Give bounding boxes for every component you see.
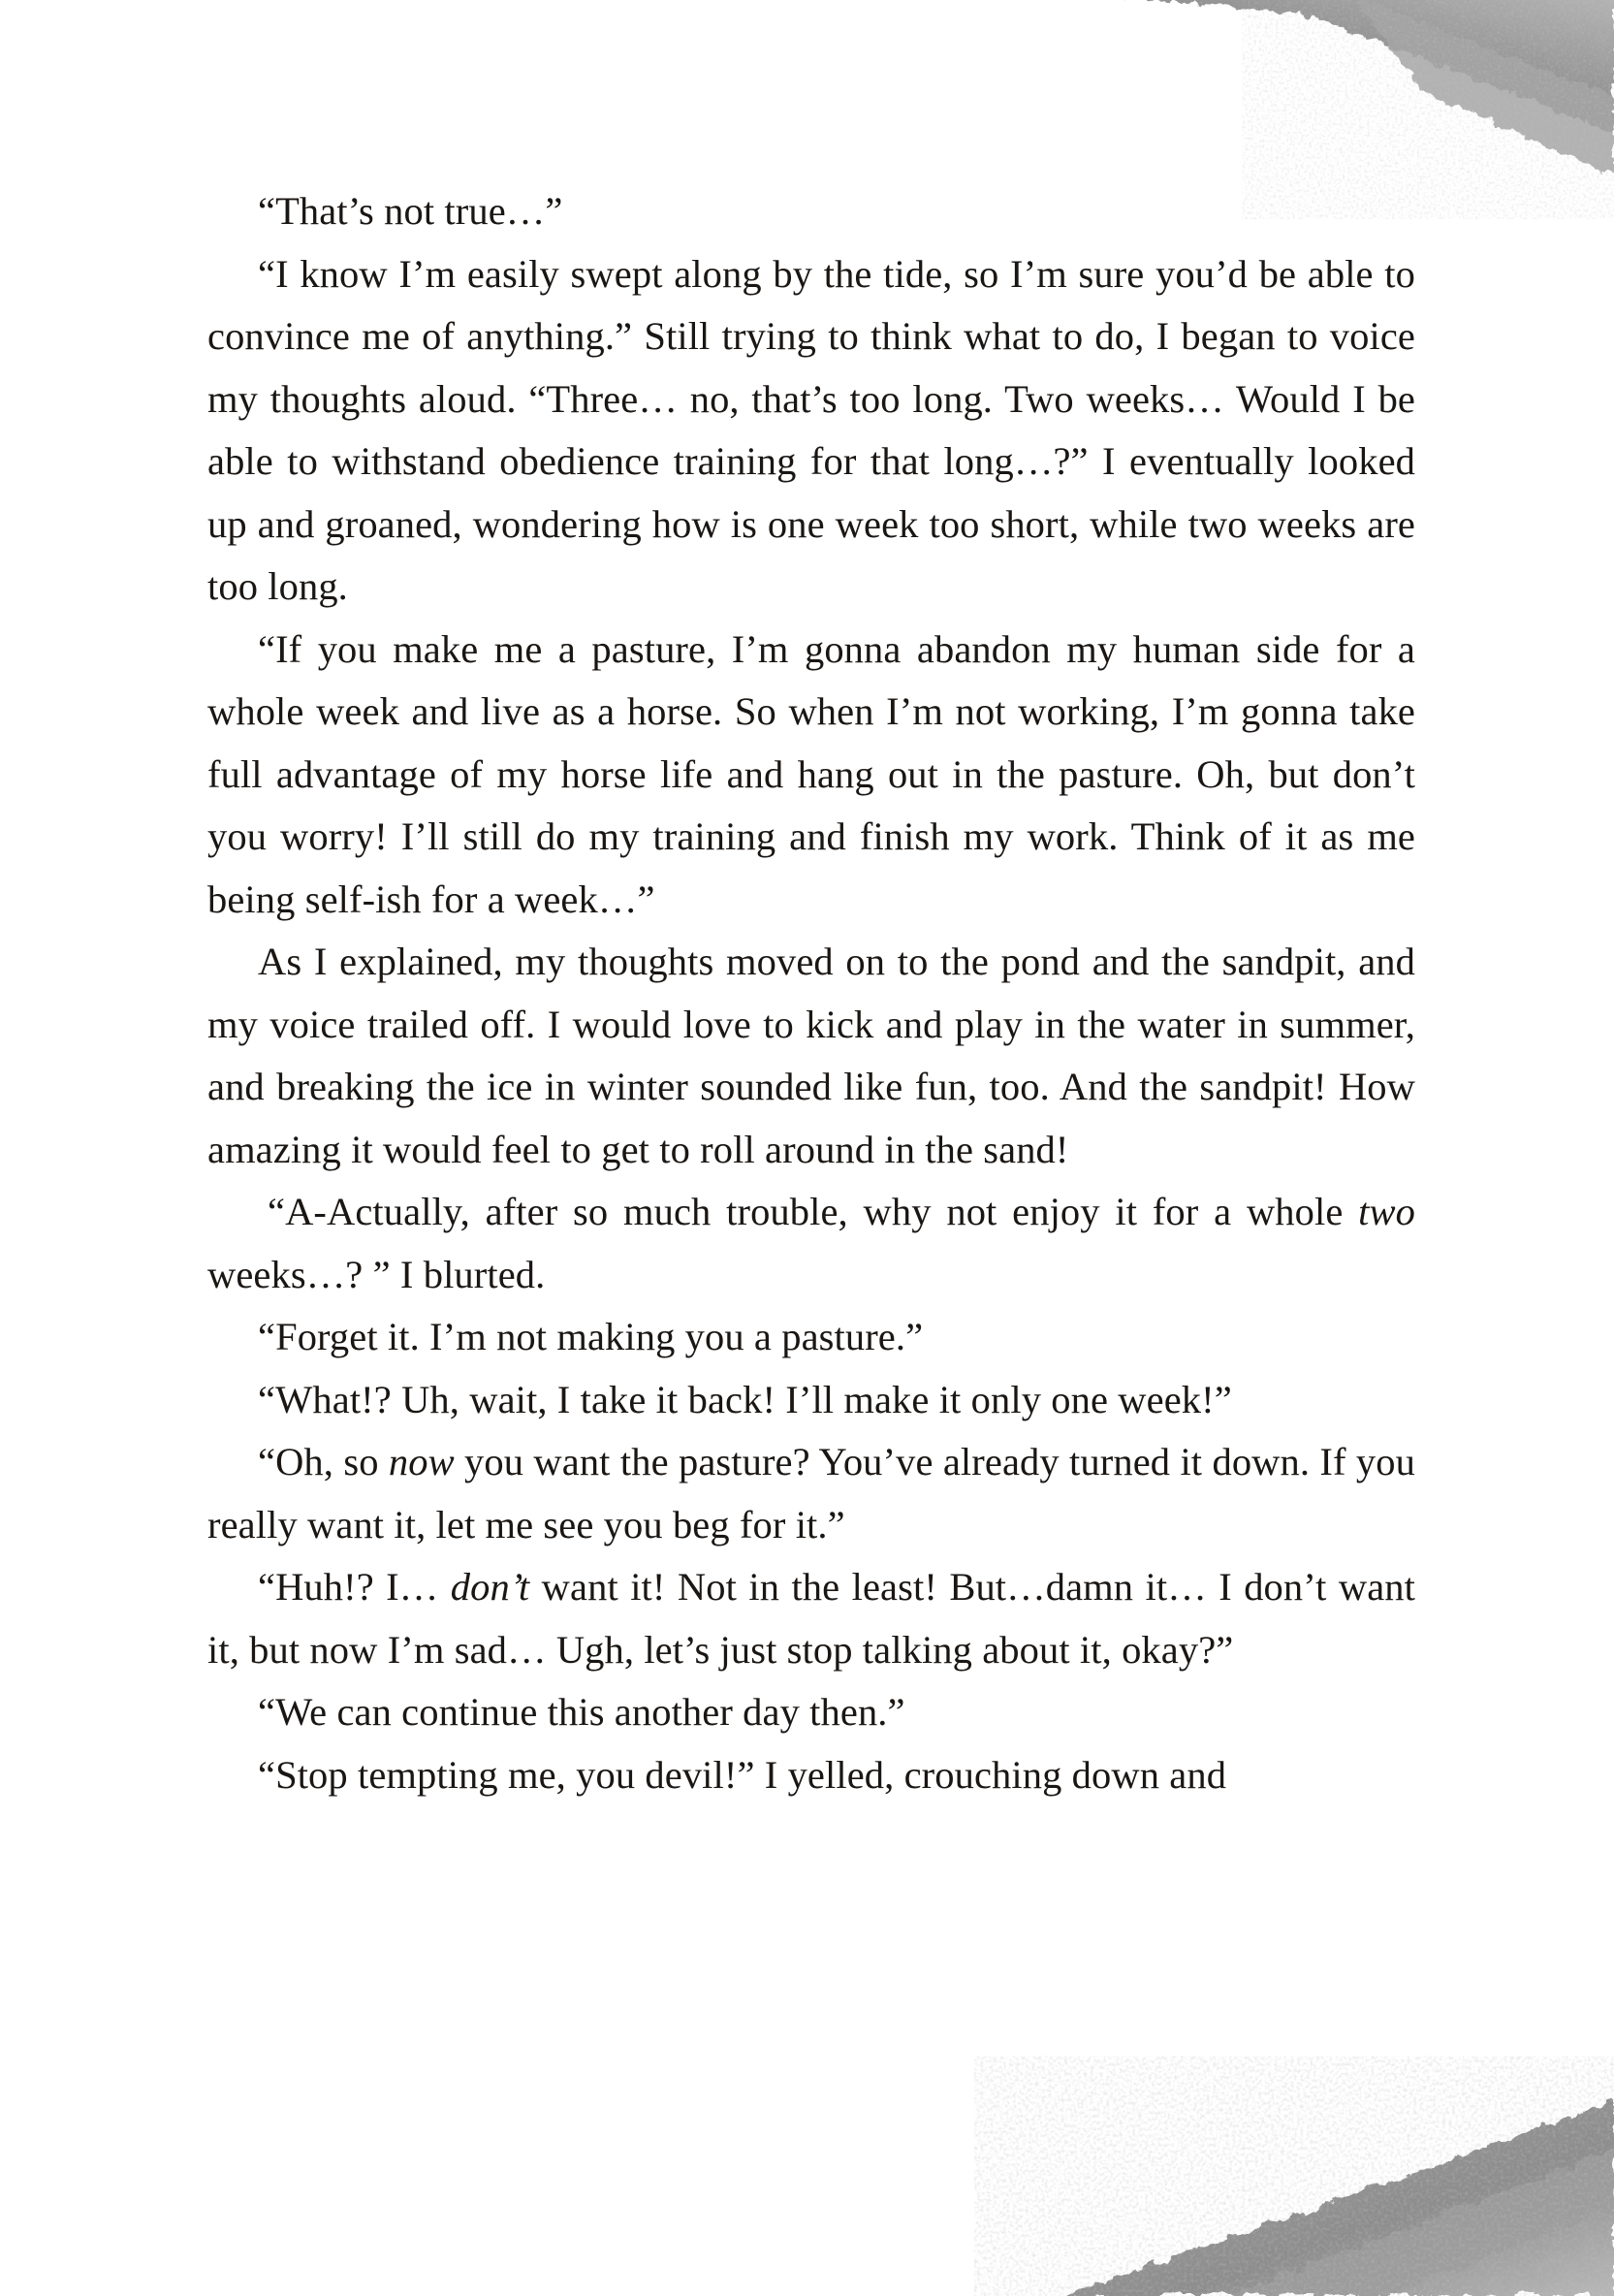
paragraph-8 xyxy=(207,1431,1415,1556)
paragraph-8-text-after: you want the pasture? You’ve already turned it down. If you really want it, let me see you beg for it.” xyxy=(207,1440,1415,1547)
paragraph-9-text-after: want it! Not in the least! But…damn it… I don’t want it, but now I’m sad… Ugh, let’s just stop talking about it, okay?” xyxy=(207,1565,1415,1672)
bottom-right-grunge-corner xyxy=(935,2044,1614,2296)
page-text-column xyxy=(207,180,1415,1806)
paragraph-6: “Forget it. I’m not making you a pasture.” xyxy=(258,1315,924,1358)
paragraph-3: “If you make me a pasture, I’m gonna abandon my human side for a whole week and live as a horse. So when I’m not working, I’m gonna take full advantage of my horse life and hang out in the pasture. Oh, but don’t you worry! I’ll still do my training and finish my work. Think of it as me being self-ish for a week…” xyxy=(207,626,1415,921)
paragraph-7: “What!? Uh, wait, I take it back! I’ll make it only one week!” xyxy=(258,1377,1232,1421)
paragraph-5-emphasis: two xyxy=(1358,1190,1415,1233)
paragraph-5 xyxy=(207,1181,1415,1306)
paragraph-9-emphasis: don’t xyxy=(450,1565,530,1609)
paragraph-5-text-before: “A-Actually, after so much trouble, why not enjoy it for a whole xyxy=(268,1190,1359,1233)
paragraph-9 xyxy=(207,1556,1415,1681)
paragraph-1: “That’s not true…” xyxy=(258,189,563,233)
paragraph-4: As I explained, my thoughts moved on to the pond and the sandpit, and my voice trailed off. I would love to kick and play in the water in summer, and breaking the ice in winter sounded like fun, too. And the sandpit! How amazing it would feel to get to roll around in the sand! xyxy=(207,940,1415,1171)
paragraph-2: “I know I’m easily swept along by the tide, so I’m sure you’d be able to convince me of anything.” Still trying to think what to do, I began to voice my thoughts aloud. “Three… no, that’s too long. Two weeks… Would I be able to withstand obedience training for that long…?” I eventually looked up and groaned, wondering how is one week too short, while two weeks are too long. xyxy=(207,251,1415,608)
paragraph-9-text-before: “Huh!? I… xyxy=(258,1565,451,1609)
paragraph-10: “We can continue this another day then.” xyxy=(258,1690,905,1734)
paragraph-8-emphasis: now xyxy=(388,1440,455,1483)
paragraph-11: “Stop tempting me, you devil!” I yelled, crouching down and xyxy=(258,1752,1227,1797)
paragraph-5-text-after: weeks…? ” I blurted. xyxy=(207,1252,546,1296)
paragraph-8-text-before: “Oh, so xyxy=(258,1440,389,1483)
